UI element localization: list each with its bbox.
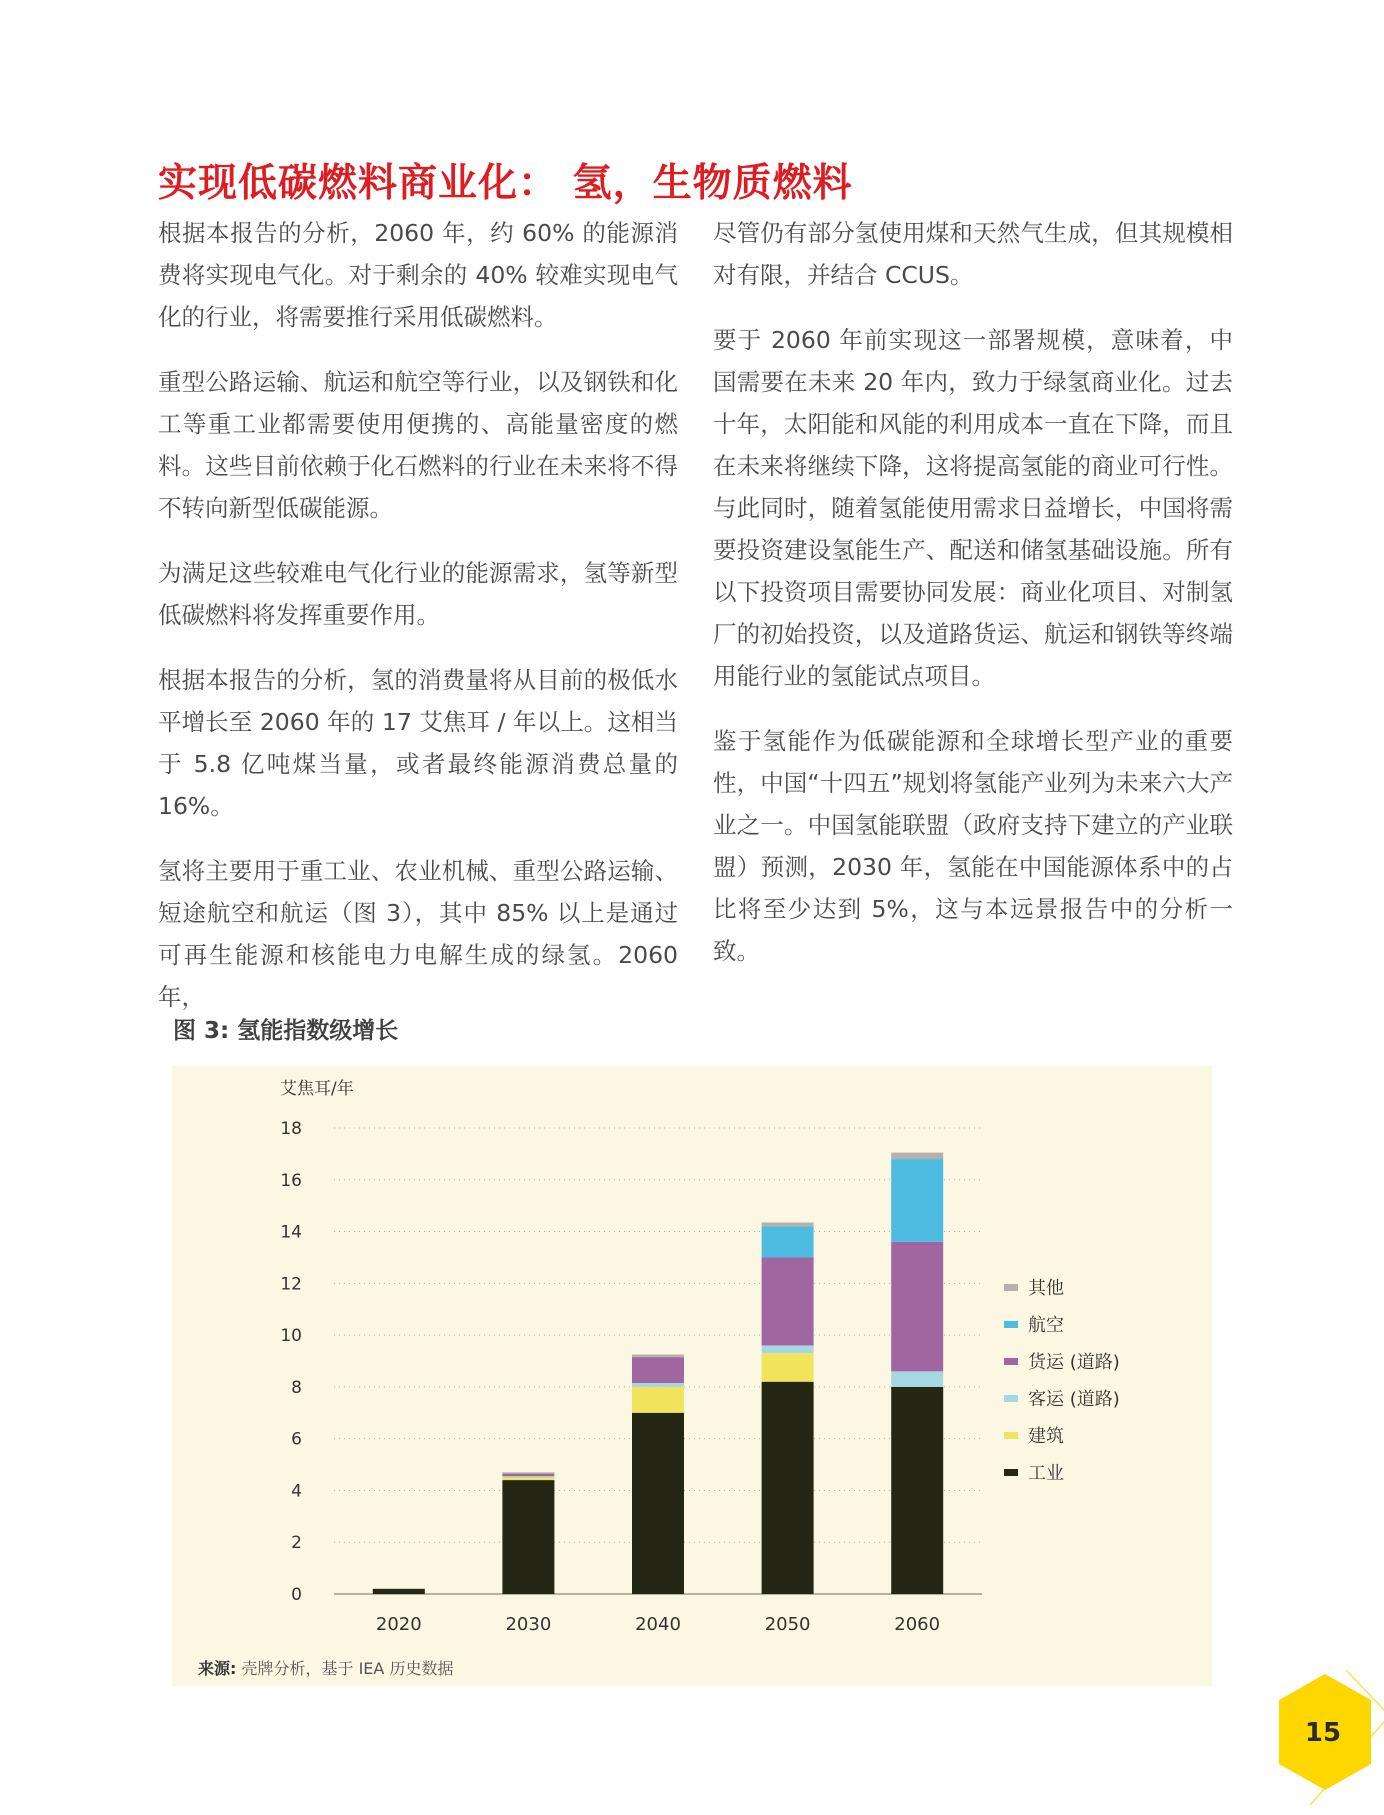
bar-segment <box>762 1222 814 1226</box>
paragraph: 根据本报告的分析，2060 年，约 60% 的能源消费将实现电气化。对于剩余的 40% 较难实现电气化的行业，将需要推行采用低碳燃料。 <box>158 219 678 331</box>
legend-swatch <box>1004 1469 1018 1476</box>
right-column <box>713 212 1233 995</box>
x-tick-label: 2060 <box>894 1614 941 1635</box>
y-tick-label: 6 <box>291 1429 302 1450</box>
y-tick-label: 16 <box>280 1170 302 1191</box>
bar-segment <box>502 1476 554 1477</box>
bar-segment <box>891 1242 943 1371</box>
bar-segment <box>632 1357 684 1383</box>
bar-segment <box>762 1257 814 1345</box>
y-axis-label: 艾焦耳/年 <box>280 1079 354 1099</box>
x-tick-label: 2030 <box>505 1614 552 1635</box>
page-number: 15 <box>1304 1718 1342 1748</box>
legend-label: 工业 <box>1028 1463 1064 1484</box>
legend-label: 货运 (道路) <box>1028 1352 1120 1373</box>
chart-panel <box>172 1066 1212 1686</box>
source-label: 来源: <box>198 1659 237 1678</box>
bar-segment <box>632 1355 684 1358</box>
paragraph: 鉴于氢能作为低碳能源和全球增长型产业的重要性，中国“十四五”规划将氢能产业列为未来六大产业之一。中国氢能联盟（政府支持下建立的产业联盟）预测，2030 年，氢能在中国能源体系中的占比将至少达到 5%，这与本远景报告中的分析一致。 <box>713 727 1233 965</box>
bar-segment <box>891 1371 943 1387</box>
legend-swatch <box>1004 1395 1018 1402</box>
page-number-badge <box>1250 1670 1384 1811</box>
stacked-bar-chart <box>172 1066 1212 1646</box>
y-tick-label: 10 <box>280 1326 302 1347</box>
y-tick-label: 4 <box>291 1481 302 1502</box>
legend-swatch <box>1004 1432 1018 1439</box>
left-column <box>158 212 678 1041</box>
y-tick-label: 2 <box>291 1533 302 1554</box>
figure-title: 图 3: 氢能指数级增长 <box>173 1018 399 1044</box>
bar-segment <box>502 1472 554 1473</box>
legend-swatch <box>1004 1284 1018 1291</box>
y-tick-label: 0 <box>291 1585 302 1605</box>
paragraph: 要于 2060 年前实现这一部署规模，意味着，中国需要在未来 20 年内，致力于绿氢商业化。过去十年，太阳能和风能的利用成本一直在下降，而且在未来将继续下降，这将提高氢能的商业可行性。与此同时，随着氢能使用需求日益增长，中国将需要投资建设氢能生产、配送和储氢基础设施。所有以下投资项目需要协同发展：商业化项目、对制氢厂的初始投资，以及道路货运、航运和钢铁等终端用能行业的氢能试点项目。 <box>713 326 1233 690</box>
y-tick-label: 14 <box>280 1222 302 1243</box>
source-text: 壳牌分析，基于 IEA 历史数据 <box>236 1659 454 1678</box>
section-title: 实现低碳燃料商业化： 氢，生物质燃料 <box>158 161 853 206</box>
paragraph: 为满足这些较难电气化行业的能源需求，氢等新型低碳燃料将发挥重要作用。 <box>158 559 678 629</box>
bar-segment <box>891 1159 943 1242</box>
bar-segment <box>891 1153 943 1159</box>
bar-segment <box>762 1226 814 1257</box>
legend-label: 其他 <box>1028 1278 1064 1299</box>
paragraph: 尽管仍有部分氢使用煤和天然气生成，但其规模相对有限，并结合 CCUS。 <box>713 219 1233 289</box>
bar-segment <box>373 1589 425 1594</box>
bar-segment <box>762 1382 814 1594</box>
x-tick-label: 2020 <box>375 1614 422 1635</box>
x-tick-label: 2050 <box>764 1614 811 1635</box>
legend-label: 建筑 <box>1028 1426 1064 1447</box>
y-tick-label: 8 <box>291 1377 302 1398</box>
bar-segment <box>502 1480 554 1594</box>
y-tick-label: 18 <box>280 1119 302 1139</box>
bar-segment <box>502 1474 554 1477</box>
bar-segment <box>632 1387 684 1413</box>
figure-source <box>198 1656 453 1679</box>
y-tick-label: 12 <box>280 1274 302 1295</box>
paragraph: 重型公路运输、航运和航空等行业，以及钢铁和化工等重工业都需要使用便携的、高能量密度的燃料。这些目前依赖于化石燃料的行业在未来将不得不转向新型低碳能源。 <box>158 368 678 522</box>
paragraph: 氢将主要用于重工业、农业机械、重型公路运输、短途航空和航运（图 3），其中 85% 以上是通过可再生能源和核能电力电解生成的绿氢。2060 年， <box>158 857 678 1011</box>
legend-label: 航空 <box>1028 1315 1064 1336</box>
bar-segment <box>762 1353 814 1381</box>
bar-segment <box>762 1345 814 1353</box>
legend-swatch <box>1004 1321 1018 1328</box>
bar-segment <box>632 1413 684 1594</box>
legend-swatch <box>1004 1358 1018 1365</box>
x-tick-label: 2040 <box>635 1614 681 1635</box>
bar-segment <box>632 1383 684 1387</box>
bar-segment <box>502 1478 554 1481</box>
legend-label: 客运 (道路) <box>1028 1389 1120 1410</box>
bar-segment <box>891 1387 943 1594</box>
paragraph: 根据本报告的分析，氢的消费量将从目前的极低水平增长至 2060 年的 17 艾焦耳 / 年以上。这相当于 5.8 亿吨煤当量，或者最终能源消费总量的 16%。 <box>158 666 678 820</box>
